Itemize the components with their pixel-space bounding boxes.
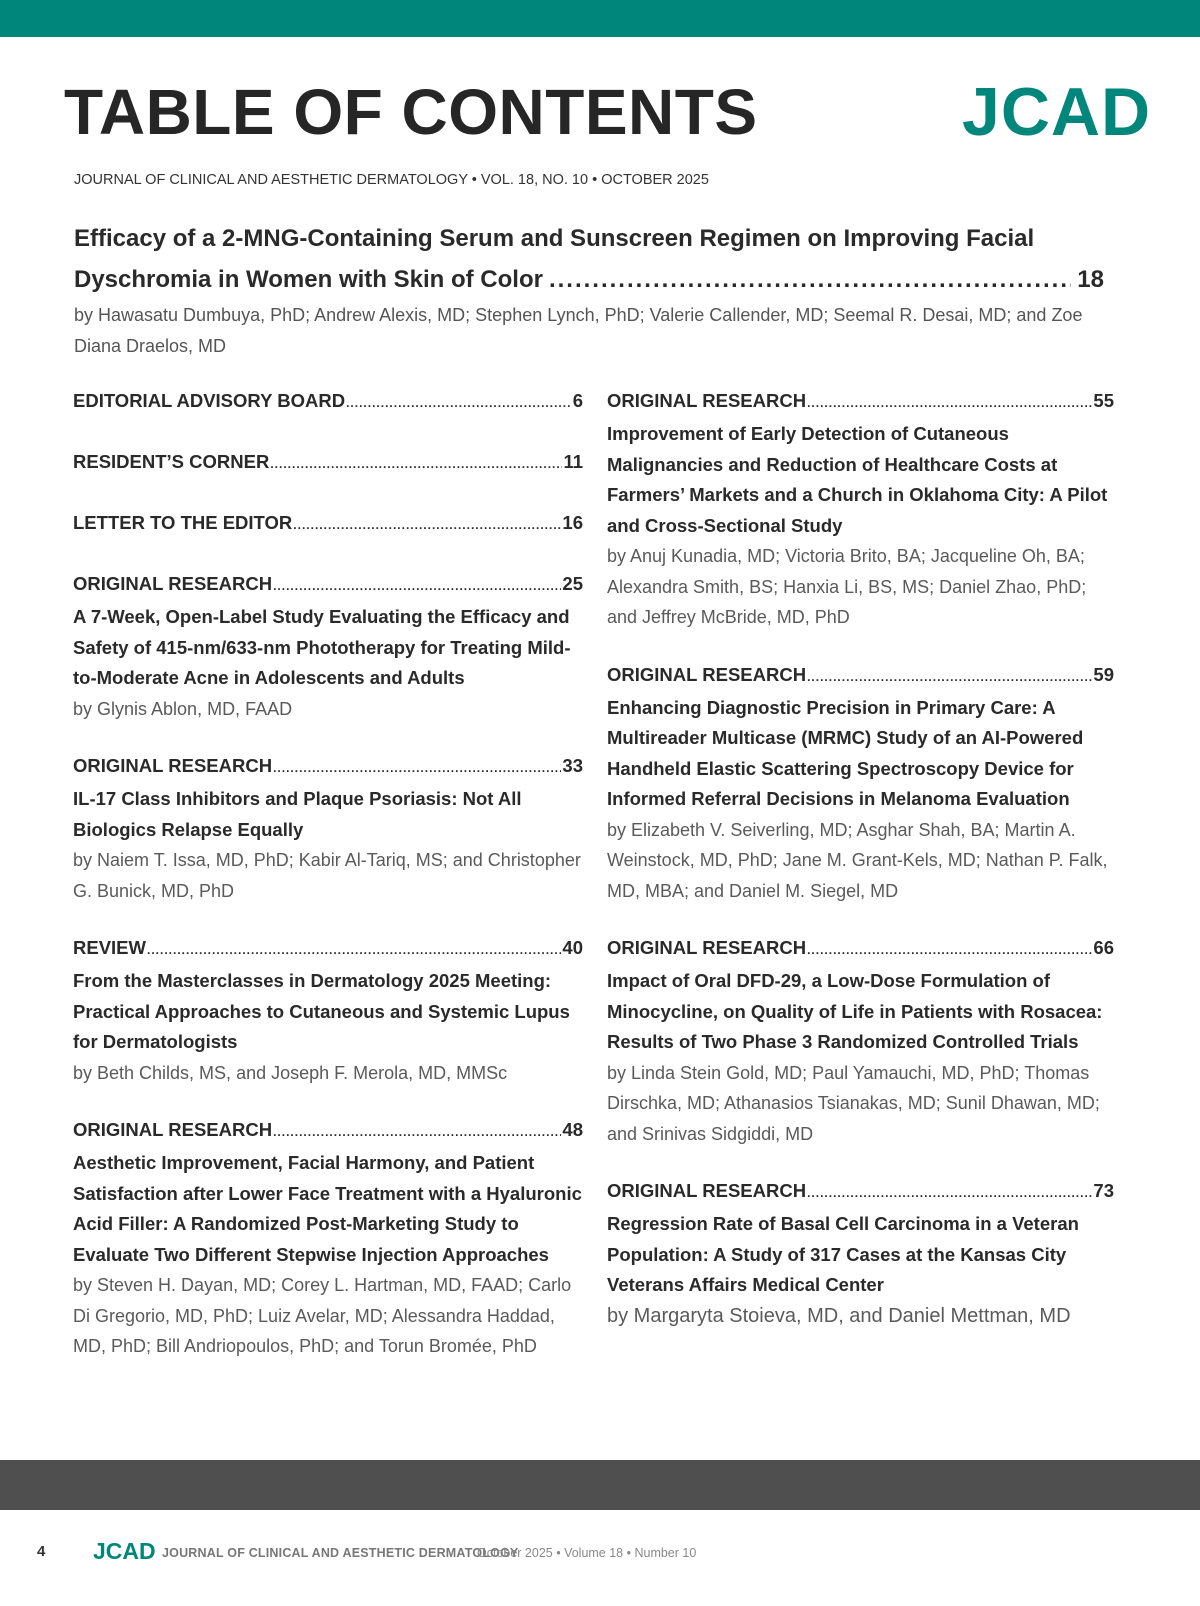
toc-entry[interactable] — [607, 1175, 1114, 1331]
featured-title-line-2-text: Dyschromia in Women with Skin of Color — [74, 266, 543, 293]
article-title: IL-17 Class Inhibitors and Plaque Psoriasis: Not All Biologics Relapse Equally — [73, 788, 522, 840]
dot-leader — [807, 1175, 1092, 1209]
footer-page-number: 4 — [37, 1543, 46, 1560]
top-color-bar — [0, 0, 1200, 37]
issue-subtitle: JOURNAL OF CLINICAL AND AESTHETIC DERMATOLOGY • VOL. 18, NO. 10 • OCTOBER 2025 — [74, 172, 709, 188]
dot-leader — [346, 385, 572, 419]
section-heading — [73, 750, 583, 784]
toc-entry[interactable] — [607, 385, 1114, 633]
article-title: A 7-Week, Open-Label Study Evaluating the Efficacy and Safety of 415-nm/633-nm Phototherapy for Treating Mild-to-Moderate Acne in Adolescents and Adults — [73, 606, 571, 688]
article-title: Improvement of Early Detection of Cutaneous Malignancies and Reduction of Healthcare Costs at Farmers’ Markets and a Church in Oklahoma City: A Pilot and Cross-Sectional Study — [607, 423, 1108, 536]
section-label: RESIDENT’S CORNER — [73, 451, 270, 472]
toc-entry[interactable] — [73, 507, 583, 541]
page-title: TABLE OF CONTENTS — [64, 76, 758, 148]
section-label: ORIGINAL RESEARCH — [607, 1180, 807, 1201]
toc-entry[interactable] — [73, 446, 583, 480]
page-number: 40 — [562, 937, 583, 958]
article-title: Impact of Oral DFD-29, a Low-Dose Formulation of Minocycline, on Quality of Life in Patients with Rosacea: Results of Two Phase 3 Randomized Controlled Trials — [607, 970, 1103, 1052]
dot-leader — [807, 932, 1092, 966]
featured-page-number: 18 — [1077, 266, 1104, 293]
dot-leader — [549, 259, 1071, 300]
section-label: ORIGINAL RESEARCH — [607, 390, 807, 411]
featured-article-authors: by Hawasatu Dumbuya, PhD; Andrew Alexis, MD; Stephen Lynch, PhD; Valerie Callender, MD; Seemal R. Desai, MD; and Zoe Diana Draelos, MD — [74, 305, 1083, 356]
featured-article-title — [74, 218, 1104, 300]
dot-leader — [273, 750, 561, 784]
article-authors: by Anuj Kunadia, MD; Victoria Brito, BA; Jacqueline Oh, BA; Alexandra Smith, BS; Hanxia Li, BS, MS; Daniel Zhao, PhD; and Jeffrey McBride, MD, PhD — [607, 546, 1087, 627]
dot-leader — [273, 1114, 561, 1148]
toc-entry[interactable] — [607, 659, 1114, 907]
page-number: 6 — [572, 390, 583, 411]
toc-entry[interactable] — [73, 568, 583, 724]
section-heading — [73, 446, 583, 480]
dot-leader — [807, 659, 1092, 693]
toc-entry[interactable] — [73, 750, 583, 906]
article-title: Aesthetic Improvement, Facial Harmony, and Patient Satisfaction after Lower Face Treatment with a Hyaluronic Acid Filler: A Randomized Post-Marketing Study to Evaluate Two Different Stepwise Injection Approaches — [73, 1152, 582, 1265]
section-heading — [607, 385, 1114, 419]
footer-issue-info: October 2025 • Volume 18 • Number 10 — [477, 1546, 697, 1560]
page-number: 25 — [562, 573, 583, 594]
toc-entry[interactable] — [73, 1114, 583, 1362]
article-authors: by Margaryta Stoieva, MD, and Daniel Mettman, MD — [607, 1304, 1071, 1327]
page-number: 16 — [562, 512, 583, 533]
featured-title-line-1: Efficacy of a 2-MNG-Containing Serum and Sunscreen Regimen on Improving Facial — [74, 225, 1035, 252]
section-label: ORIGINAL RESEARCH — [73, 573, 273, 594]
article-authors: by Naiem T. Issa, MD, PhD; Kabir Al-Tariq, MS; and Christopher G. Bunick, MD, PhD — [73, 850, 581, 901]
featured-article[interactable] — [74, 218, 1104, 362]
page-number: 33 — [562, 755, 583, 776]
page-number: 11 — [563, 451, 583, 472]
page-footer — [0, 1540, 1200, 1570]
section-label: ORIGINAL RESEARCH — [73, 755, 273, 776]
page-number: 66 — [1093, 937, 1114, 958]
dot-leader — [293, 507, 561, 541]
footer-journal-name: JOURNAL OF CLINICAL AND AESTHETIC DERMATOLOGY — [162, 1546, 519, 1560]
dot-leader — [270, 446, 562, 480]
page-number: 59 — [1093, 663, 1114, 685]
article-title: Regression Rate of Basal Cell Carcinoma in a Veteran Population: A Study of 317 Cases at the Kansas City Veterans Affairs Medical Center — [607, 1213, 1079, 1295]
page-number: 73 — [1093, 1180, 1114, 1201]
section-heading — [607, 1175, 1114, 1209]
right-column — [607, 385, 1114, 1357]
section-heading — [73, 385, 583, 419]
section-heading — [607, 659, 1114, 693]
toc-entry[interactable] — [607, 932, 1114, 1149]
dot-leader — [807, 385, 1092, 419]
featured-title-line-2 — [74, 259, 1104, 300]
bottom-color-band — [0, 1460, 1200, 1510]
footer-jcad-logo: JCAD — [93, 1538, 156, 1564]
section-heading — [73, 568, 583, 602]
section-label: ORIGINAL RESEARCH — [73, 1119, 273, 1140]
page-number: 48 — [562, 1119, 583, 1140]
article-authors: by Beth Childs, MS, and Joseph F. Merola, MD, MMSc — [73, 1062, 508, 1083]
section-heading — [607, 932, 1114, 966]
jcad-logo: JCAD — [962, 74, 1152, 150]
toc-entry[interactable] — [73, 385, 583, 419]
toc-entry[interactable] — [73, 932, 583, 1088]
section-label: LETTER TO THE EDITOR — [73, 512, 293, 533]
dot-leader — [147, 932, 561, 966]
section-heading — [73, 1114, 583, 1148]
section-label: EDITORIAL ADVISORY BOARD — [73, 390, 346, 411]
left-column — [73, 385, 583, 1388]
dot-leader — [273, 568, 561, 602]
article-authors: by Linda Stein Gold, MD; Paul Yamauchi, MD, PhD; Thomas Dirschka, MD; Athanasios Tsianakas, MD; Sunil Dhawan, MD; and Srinivas Sidgiddi, MD — [607, 1062, 1100, 1144]
section-label: ORIGINAL RESEARCH — [607, 663, 807, 685]
article-authors: by Steven H. Dayan, MD; Corey L. Hartman, MD, FAAD; Carlo Di Gregorio, MD, PhD; Luiz Avelar, MD; Alessandra Haddad, MD, PhD; Bill Andriopoulos, PhD; and Torun Bromée, PhD — [73, 1275, 572, 1356]
section-heading — [73, 932, 583, 966]
section-label: ORIGINAL RESEARCH — [607, 937, 807, 958]
article-title: From the Masterclasses in Dermatology 2025 Meeting: Practical Approaches to Cutaneous and Systemic Lupus for Dermatologists — [73, 970, 570, 1052]
article-authors: by Glynis Ablon, MD, FAAD — [73, 698, 293, 719]
page-number: 55 — [1093, 390, 1114, 411]
section-heading — [73, 507, 583, 541]
section-label: REVIEW — [73, 937, 146, 958]
article-authors: by Elizabeth V. Seiverling, MD; Asghar Shah, BA; Martin A. Weinstock, MD, PhD; Jane M. Grant-Kels, MD; Nathan P. Falk, MD, MBA; and Daniel M. Siegel, MD — [607, 819, 1108, 901]
article-title: Enhancing Diagnostic Precision in Primary Care: A Multireader Multicase (MRMC) Study of an AI-Powered Handheld Elastic Scattering Spectroscopy Device for Informed Referral Decisions in Melanoma Evaluation — [607, 696, 1084, 809]
